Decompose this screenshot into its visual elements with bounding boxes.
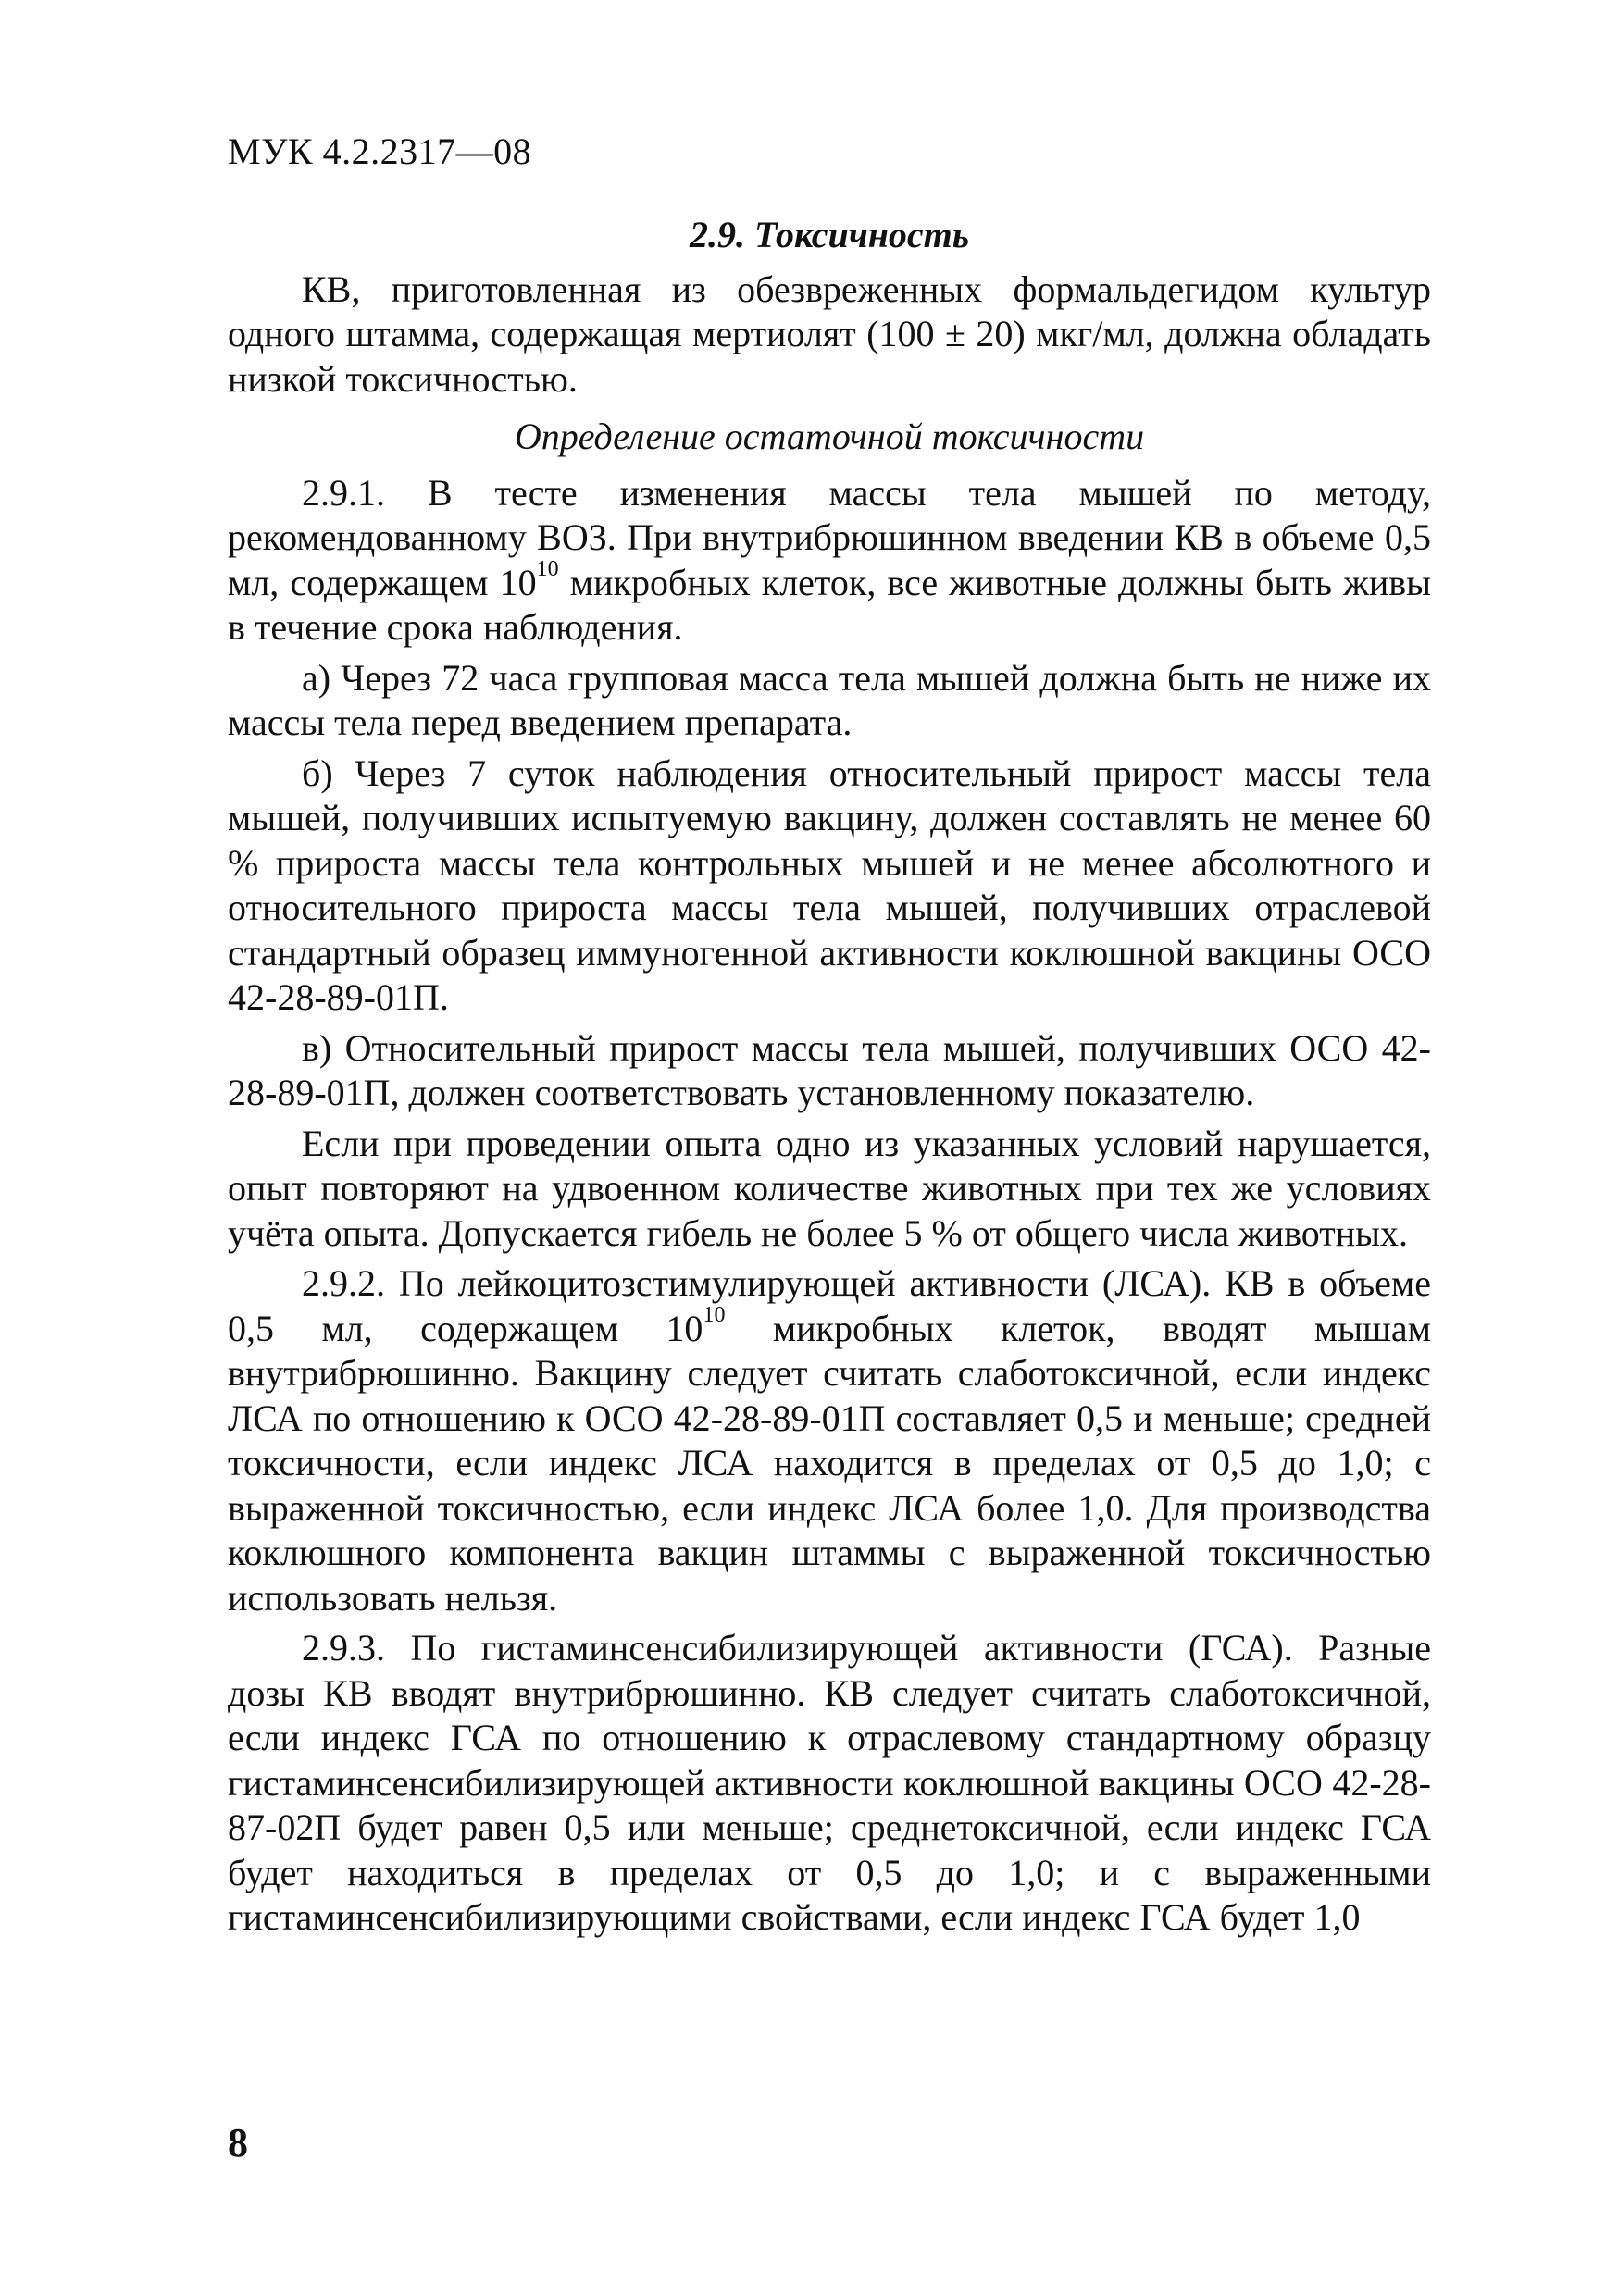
page-number: 8 <box>228 2120 248 2166</box>
paragraph-item-v: в) Относительный прирост массы тела мышей, получивших ОСО 42-28-89-01П, должен соответствовать установленному показателю. <box>228 1026 1431 1113</box>
paragraph-2-9-2-text-a: 2.9.2. По лейкоцитозстимулирующей активности (ЛСА). КВ в объеме 0,5 мл, содержащем 10 <box>228 1262 1431 1349</box>
paragraph-2-9-2-text-b: микробных клеток, вводят мышам внутрибрюшинно. Вакцину следует считать слаботоксичной, если индекс ЛСА по отношению к ОСО 42-28-89-01П составляет 0,5 и меньше; средней токсичности, если индекс ЛСА находится в пределах от 0,5 до 1,0; с выраженной токсичностью, если индекс ЛСА более 1,0. Для производства коклюшного компонента вакцин штаммы с выраженной токсичностью использовать нельзя. <box>228 1307 1431 1619</box>
section-title: 2.9. Токсичность <box>689 214 970 255</box>
paragraph-item-b: б) Через 7 суток наблюдения относительный прирост массы тела мышей, получивших испытуемую вакцину, должен составлять не менее 60 % прироста массы тела контрольных мышей и не менее абсолютного и относительного прироста массы тела мышей, получивших отраслевой стандартный образец иммуногенной активности коклюшной вакцины ОСО 42-28-89-01П. <box>228 751 1431 1018</box>
exponent: 10 <box>536 557 559 582</box>
paragraph-2-9-1 <box>228 471 1431 651</box>
subsection-title: Определение остаточной токсичности <box>514 416 1145 457</box>
paragraph-2-9-1-text-b: микробных клеток, все животные должны быть живы в течение срока наблюдения. <box>228 561 1431 648</box>
paragraph-item-a: а) Через 72 часа групповая масса тела мышей должна быть не ниже их массы тела перед введением препарата. <box>228 656 1431 743</box>
document-code: МУК 4.2.2317—08 <box>228 130 532 172</box>
section-intro: КВ, приготовленная из обезвреженных формальдегидом культур одного штамма, содержащая мертиолят (100 ± 20) мкг/мл, должна обладать низкой токсичностью. <box>228 267 1431 400</box>
paragraph-repeat-conditions: Если при проведении опыта одно из указанных условий нарушается, опыт повторяют на удвоенном количестве животных при тех же условиях учёта опыта. Допускается гибель не более 5 % от общего числа животных. <box>228 1122 1431 1254</box>
paragraph-2-9-2 <box>228 1261 1431 1620</box>
exponent: 10 <box>703 1303 726 1328</box>
paragraph-2-9-3: 2.9.3. По гистаминсенсибилизирующей активности (ГСА). Разные дозы КВ вводят внутрибрюшинно. КВ следует считать слаботоксичной, если индекс ГСА по отношению к отраслевому стандартному образцу гистаминсенсибилизирующей активности коклюшной вакцины ОСО 42-28-87-02П будет равен 0,5 или меньше; среднетоксичной, если индекс ГСА будет находиться в пределах от 0,5 до 1,0; и с выраженными гистаминсенсибилизирующими свойствами, если индекс ГСА будет 1,0 <box>228 1627 1431 1938</box>
paragraph-2-9-1-text-a: 2.9.1. В тесте изменения массы тела мышей по методу, рекомендованному ВОЗ. При внутрибрюшинном введении КВ в объеме 0,5 мл, содержащем 10 <box>228 471 1431 603</box>
document-body <box>228 213 1431 1946</box>
